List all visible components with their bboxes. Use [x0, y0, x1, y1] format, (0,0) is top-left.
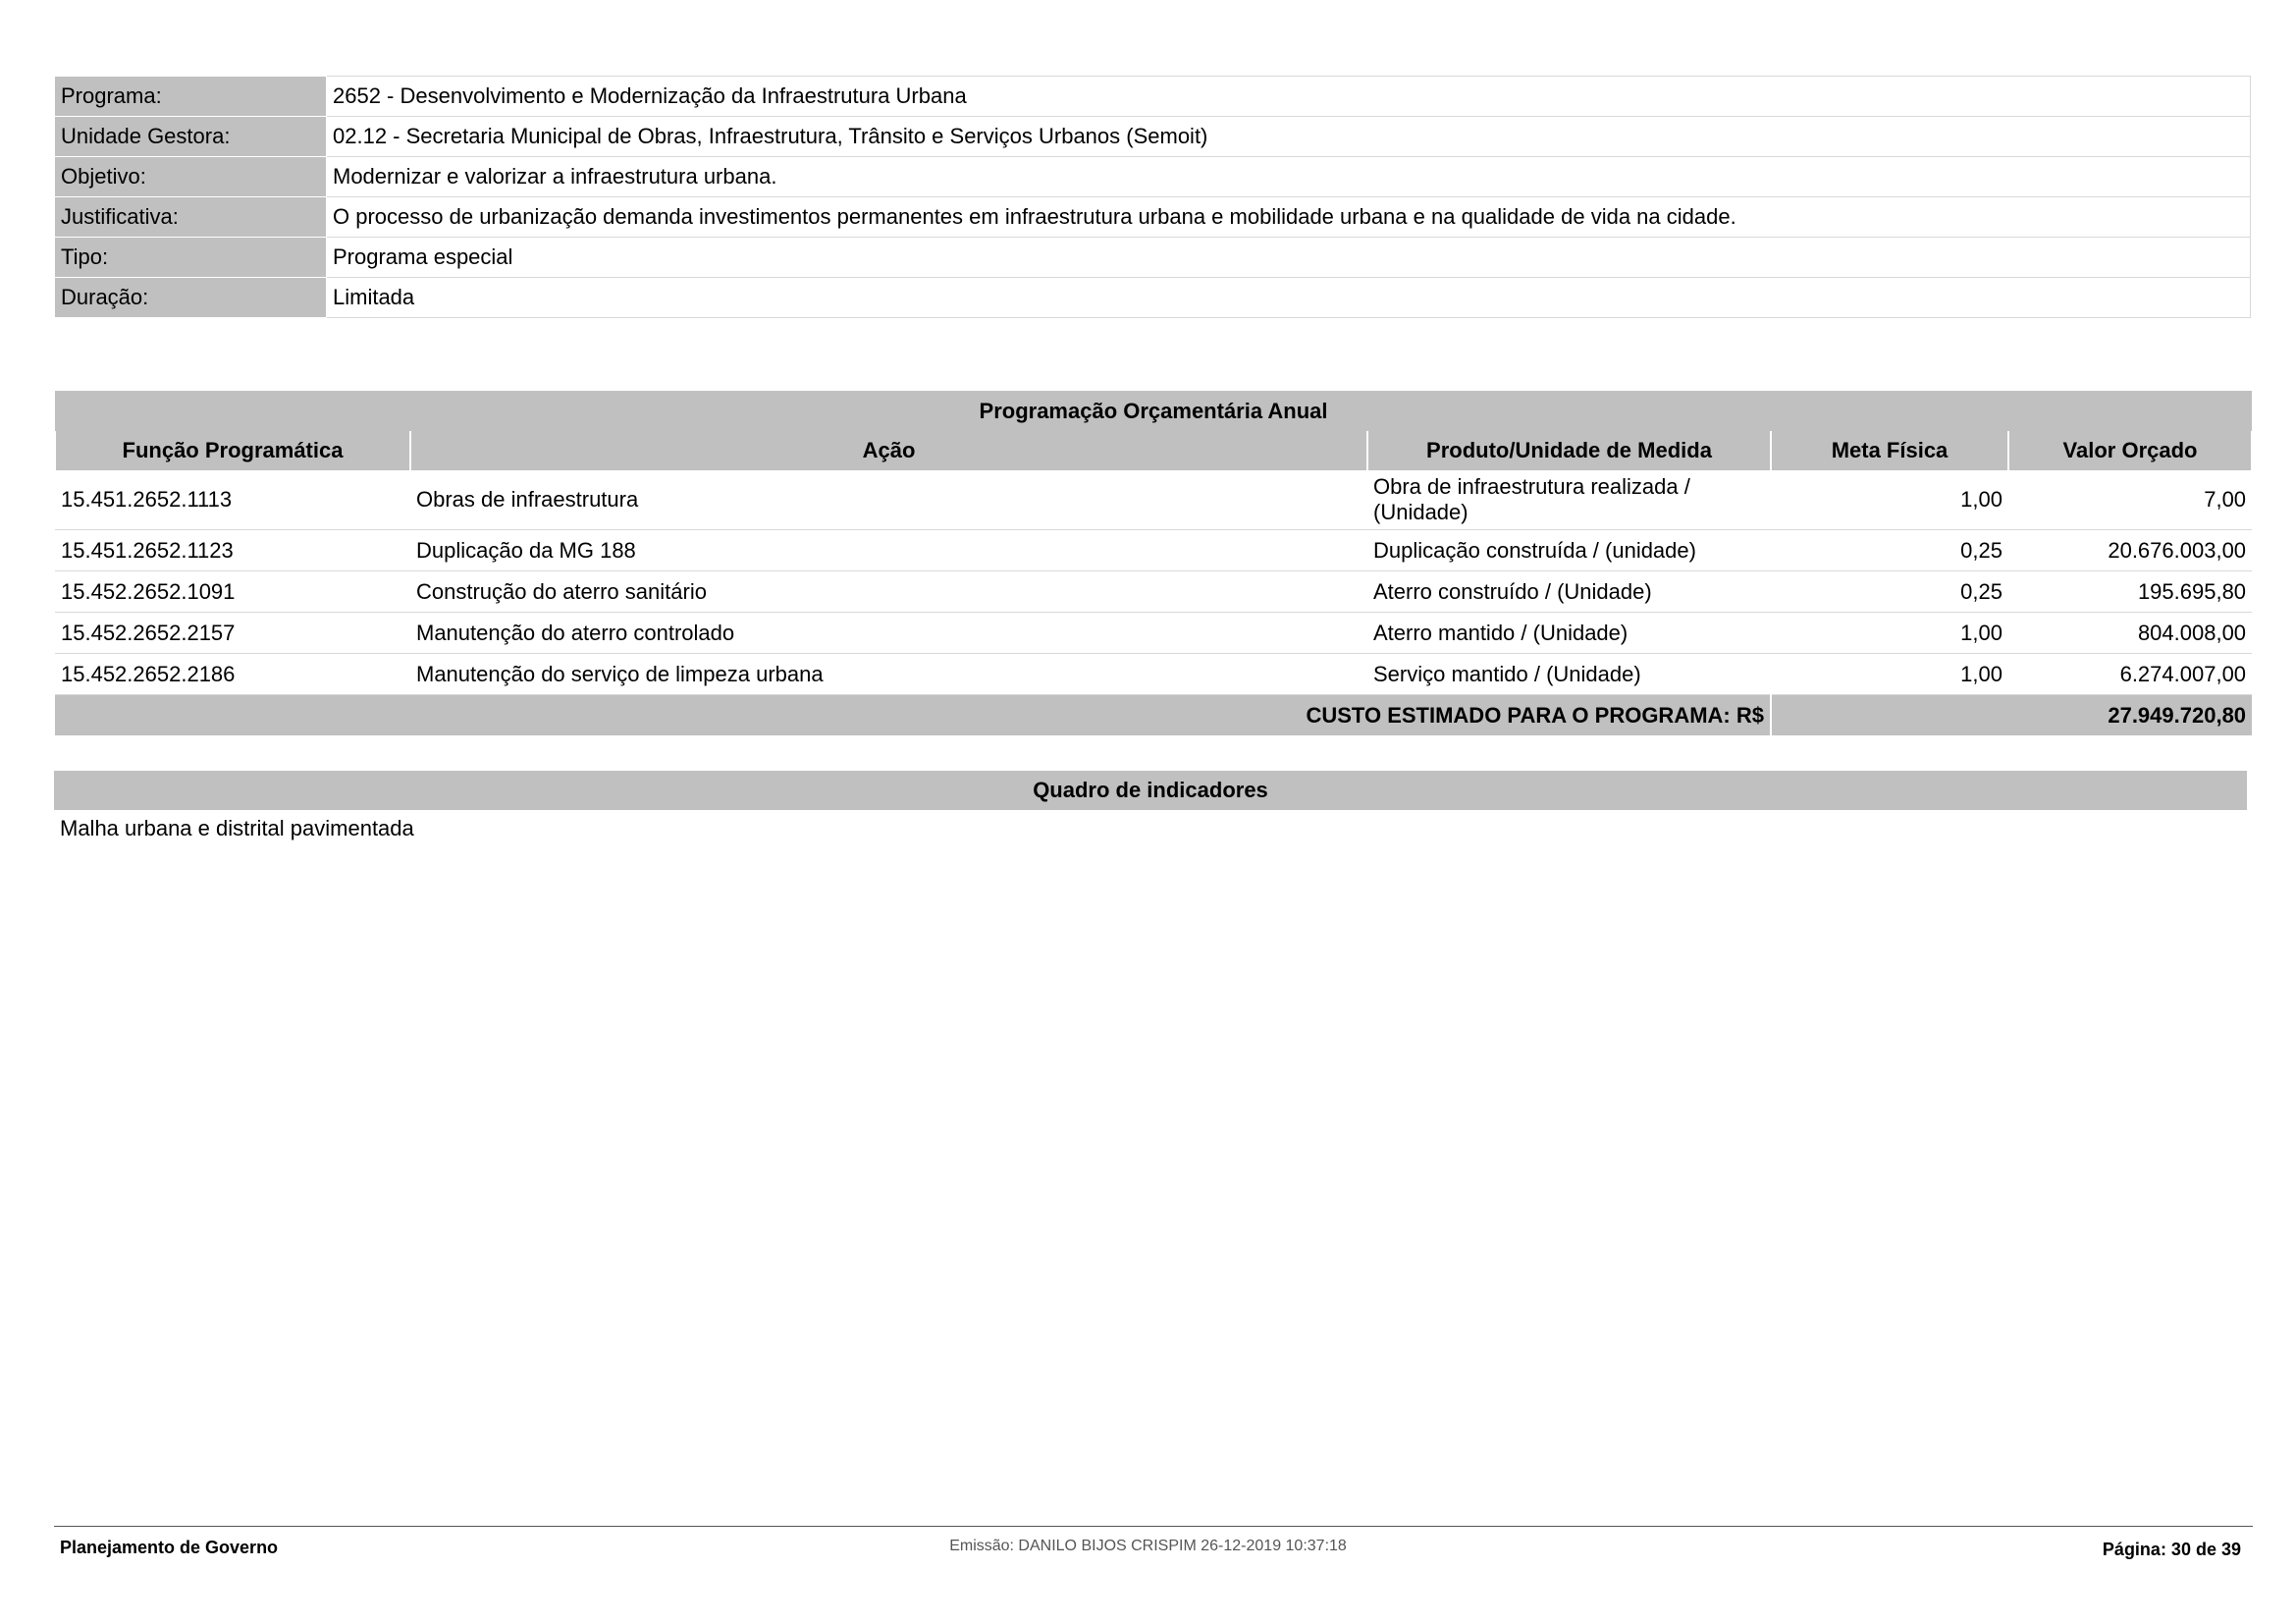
info-value: 2652 - Desenvolvimento e Modernização da Infraestrutura Urbana [327, 77, 2251, 117]
cell-meta: 1,00 [1771, 654, 2008, 695]
cell-produto: Duplicação construída / (unidade) [1367, 530, 1771, 571]
cell-meta: 1,00 [1771, 470, 2008, 530]
cell-funcao: 15.452.2652.2186 [55, 654, 410, 695]
cell-valor: 804.008,00 [2008, 613, 2252, 654]
indicators-title: Quadro de indicadores [54, 771, 2247, 810]
cell-produto: Obra de infraestrutura realizada / (Unidade) [1367, 470, 1771, 530]
info-value: Modernizar e valorizar a infraestrutura urbana. [327, 157, 2251, 197]
table-row [55, 654, 2252, 695]
cell-produto: Aterro mantido / (Unidade) [1367, 613, 1771, 654]
column-header-acao: Ação [410, 431, 1367, 470]
column-header-meta: Meta Física [1771, 431, 2008, 470]
info-value: Limitada [327, 278, 2251, 318]
cell-acao: Duplicação da MG 188 [410, 530, 1367, 571]
footer-emission-text: Emissão: DANILO BIJOS CRISPIM 26-12-2019 10:37:18 [949, 1538, 1347, 1554]
info-label: Tipo: [55, 238, 327, 278]
info-row-objetivo [55, 157, 2251, 197]
table-row [55, 571, 2252, 613]
total-row [55, 695, 2252, 736]
cell-acao: Manutenção do serviço de limpeza urbana [410, 654, 1367, 695]
cell-valor: 6.274.007,00 [2008, 654, 2252, 695]
column-header-produto: Produto/Unidade de Medida [1367, 431, 1771, 470]
info-label: Objetivo: [55, 157, 327, 197]
info-value: 02.12 - Secretaria Municipal de Obras, Infraestrutura, Trânsito e Serviços Urbanos (Semoit) [327, 117, 2251, 157]
cell-meta: 0,25 [1771, 571, 2008, 613]
total-value: 27.949.720,80 [2008, 695, 2252, 736]
budget-title: Programação Orçamentária Anual [55, 391, 2252, 431]
info-row-tipo [55, 238, 2251, 278]
info-label: Duração: [55, 278, 327, 318]
info-value: O processo de urbanização demanda investimentos permanentes em infraestrutura urbana e mobilidade urbana e na qualidade de vida na cidade. [327, 197, 2251, 238]
program-info-table [54, 76, 2251, 318]
cell-funcao: 15.451.2652.1123 [55, 530, 410, 571]
cell-valor: 20.676.003,00 [2008, 530, 2252, 571]
column-header-valor: Valor Orçado [2008, 431, 2252, 470]
table-row [55, 470, 2252, 530]
total-spacer [1771, 695, 2008, 736]
budget-table [54, 391, 2253, 735]
page-number: Página: 30 de 39 [2102, 1540, 2241, 1559]
cell-acao: Construção do aterro sanitário [410, 571, 1367, 613]
cell-valor: 7,00 [2008, 470, 2252, 530]
total-label: CUSTO ESTIMADO PARA O PROGRAMA: R$ [55, 695, 1771, 736]
cell-produto: Aterro construído / (Unidade) [1367, 571, 1771, 613]
cell-produto: Serviço mantido / (Unidade) [1367, 654, 1771, 695]
table-row [55, 613, 2252, 654]
indicator-item: Malha urbana e distrital pavimentada [60, 816, 414, 840]
info-row-justificativa [55, 197, 2251, 238]
cell-acao: Manutenção do aterro controlado [410, 613, 1367, 654]
cell-funcao: 15.451.2652.1113 [55, 470, 410, 530]
cell-funcao: 15.452.2652.1091 [55, 571, 410, 613]
footer-left-text: Planejamento de Governo [60, 1538, 279, 1557]
info-label: Programa: [55, 77, 327, 117]
info-value: Programa especial [327, 238, 2251, 278]
column-header-funcao: Função Programática [55, 431, 410, 470]
cell-valor: 195.695,80 [2008, 571, 2252, 613]
table-row [55, 530, 2252, 571]
cell-meta: 0,25 [1771, 530, 2008, 571]
info-row-duracao [55, 278, 2251, 318]
info-row-unidade-gestora [55, 117, 2251, 157]
footer-divider [54, 1526, 2253, 1527]
budget-header-row [55, 431, 2252, 470]
cell-meta: 1,00 [1771, 613, 2008, 654]
cell-funcao: 15.452.2652.2157 [55, 613, 410, 654]
info-label: Justificativa: [55, 197, 327, 238]
info-label: Unidade Gestora: [55, 117, 327, 157]
info-row-programa [55, 77, 2251, 117]
cell-acao: Obras de infraestrutura [410, 470, 1367, 530]
